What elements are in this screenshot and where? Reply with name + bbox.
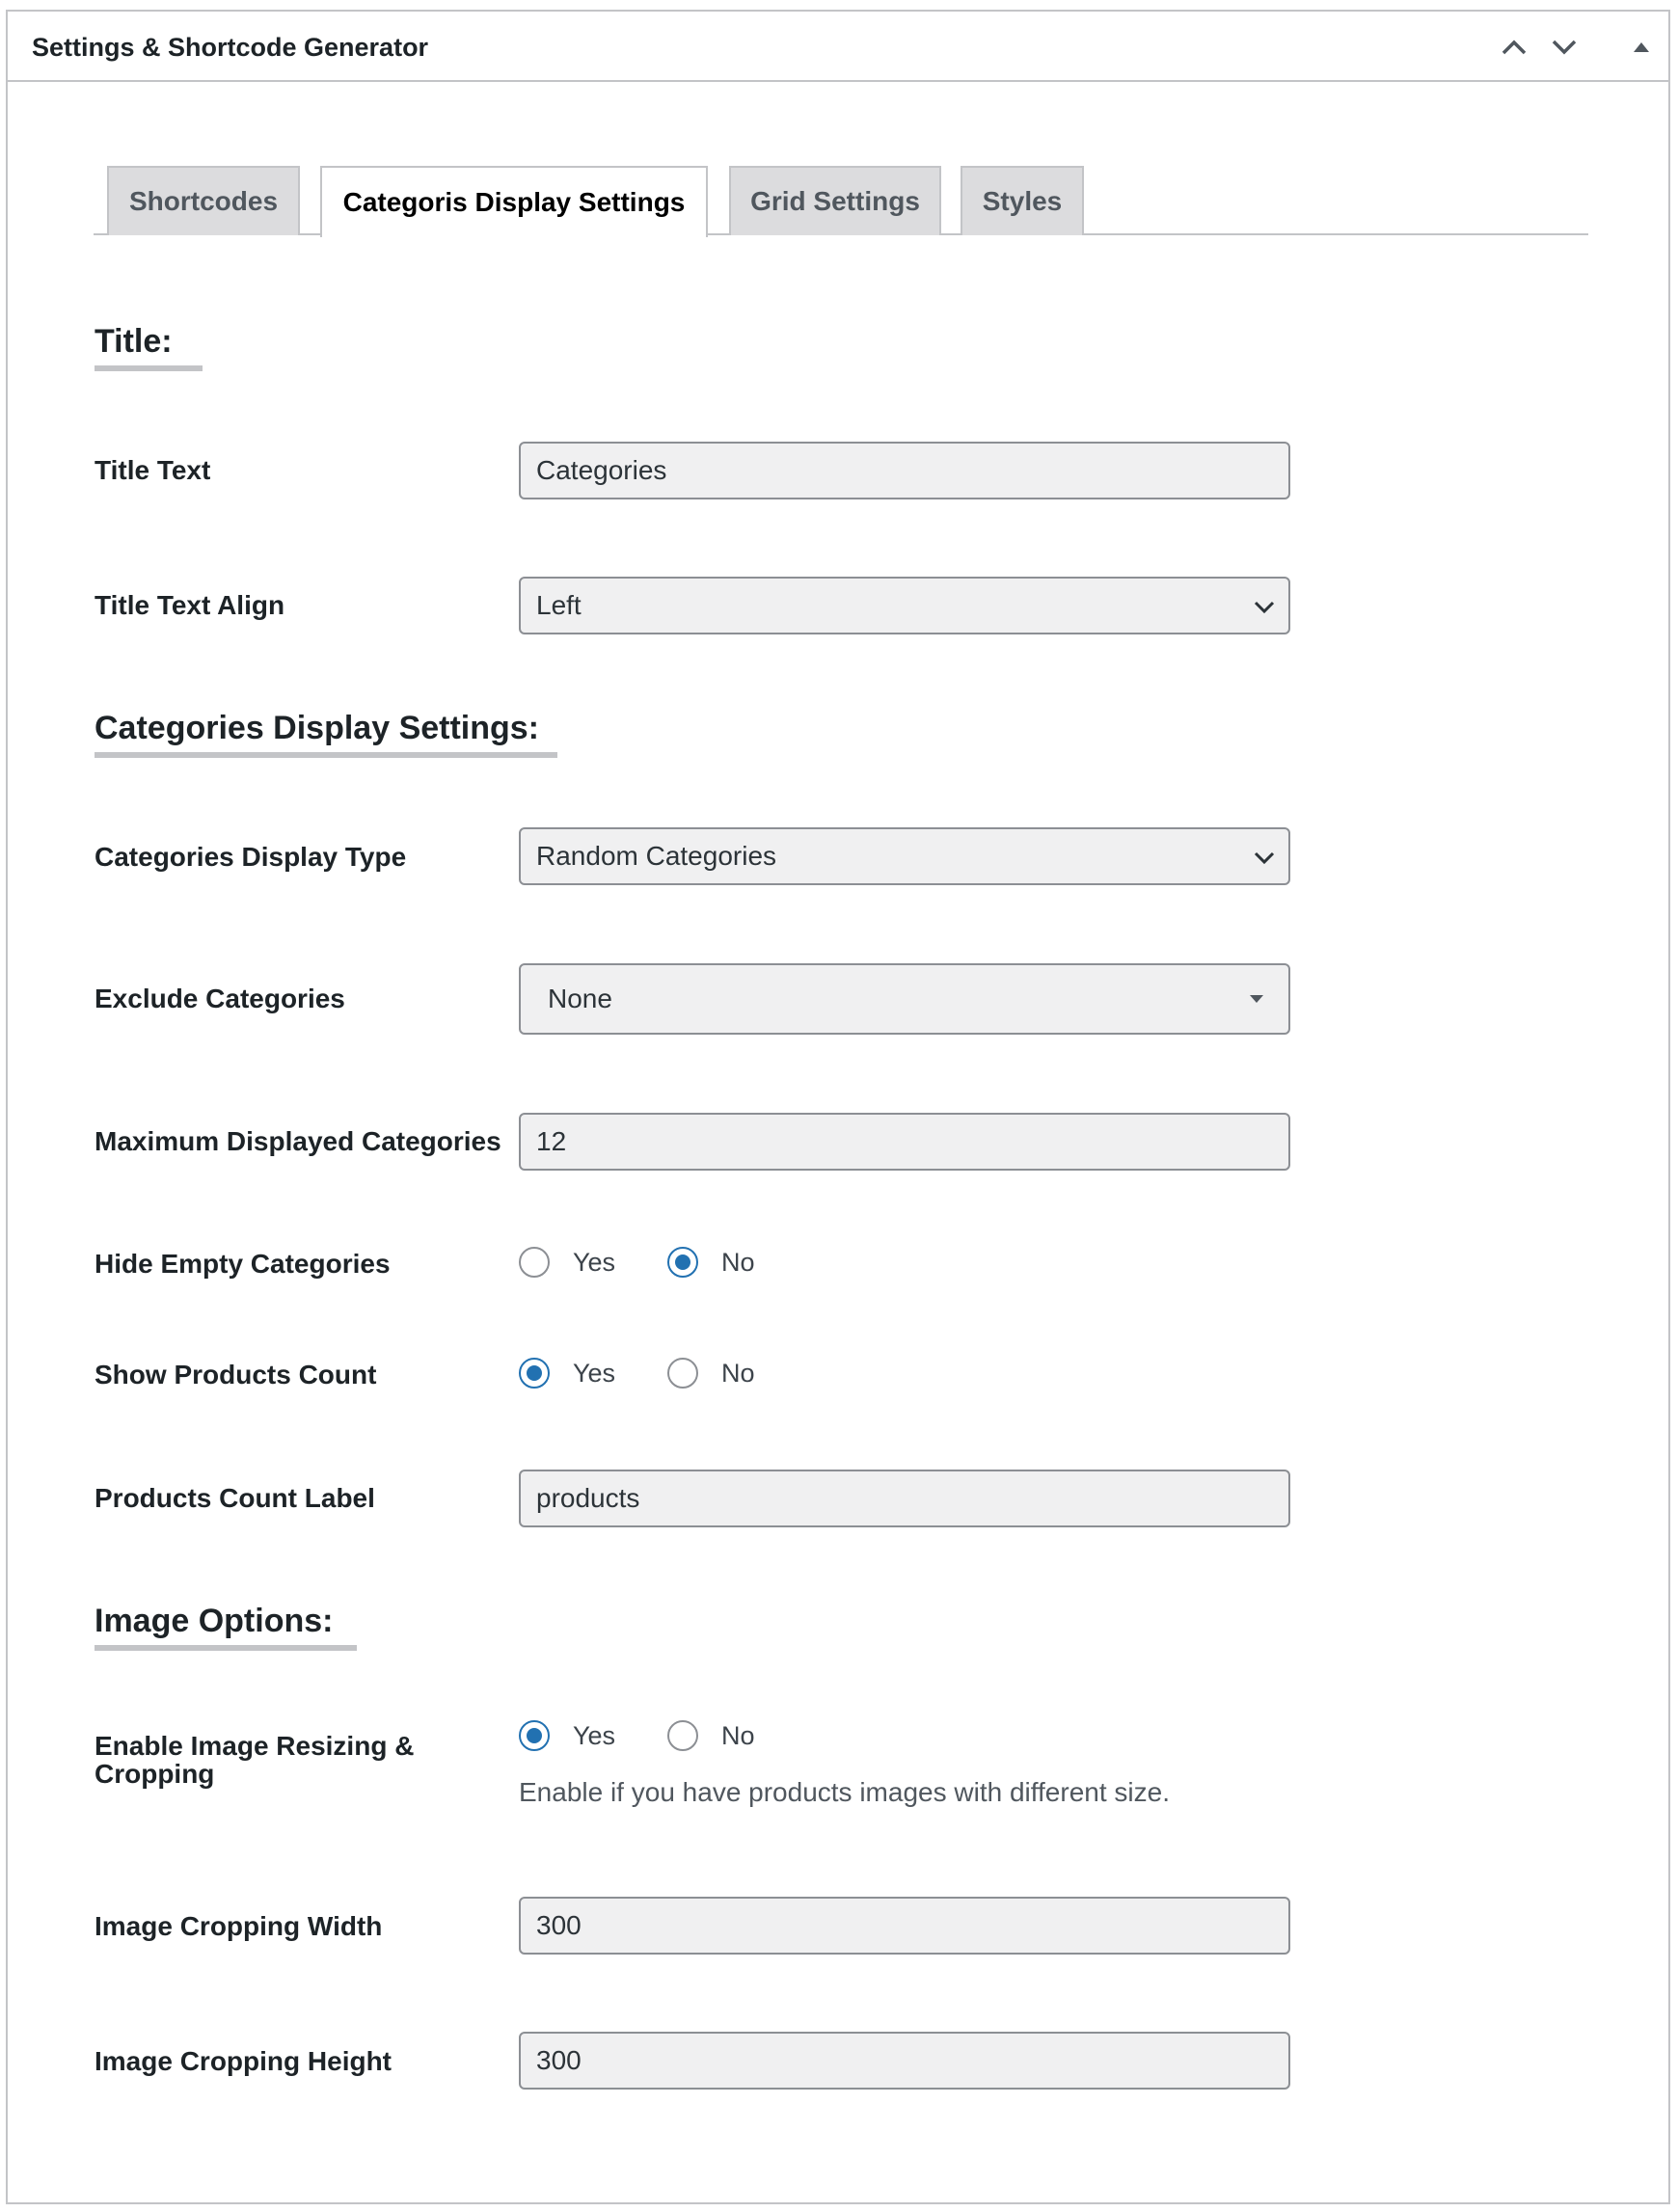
resize-help-text: Enable if you have products images with different size. [519, 1777, 1170, 1807]
chevron-down-icon[interactable] [1546, 29, 1583, 66]
tab-categories-display-settings[interactable]: Categoris Display Settings [320, 166, 708, 237]
count-label-input[interactable]: products [519, 1470, 1290, 1527]
hide-empty-yes-option[interactable] [519, 1247, 615, 1278]
resize-radio-group [519, 1720, 807, 1751]
resize-yes-option[interactable] [519, 1720, 615, 1751]
section-underline [95, 752, 557, 758]
radio-button[interactable] [667, 1247, 698, 1278]
exclude-categories-value: None [548, 984, 612, 1013]
caret-down-icon [1250, 995, 1263, 1003]
chevron-up-icon[interactable] [1496, 29, 1532, 66]
settings-panel [6, 10, 1670, 2204]
radio-button[interactable] [519, 1247, 550, 1278]
resize-label-line1: Enable Image Resizing & [95, 1731, 415, 1761]
display-type-value: Random Categories [536, 841, 777, 871]
count-label-label: Products Count Label [95, 1483, 375, 1513]
tab-grid-settings[interactable]: Grid Settings [729, 166, 941, 235]
title-align-select[interactable] [519, 577, 1290, 634]
radio-label: Yes [573, 1358, 616, 1388]
panel-header [8, 12, 1668, 82]
radio-label: No [721, 1358, 755, 1388]
tab-bar [94, 156, 1588, 235]
show-count-no-option[interactable] [667, 1358, 755, 1389]
crop-width-input[interactable]: 300 [519, 1897, 1290, 1955]
display-type-select[interactable] [519, 827, 1290, 885]
display-type-label: Categories Display Type [95, 842, 407, 872]
triangle-up-icon[interactable] [1623, 29, 1660, 66]
section-heading-display: Categories Display Settings: [95, 710, 540, 746]
radio-button[interactable] [667, 1358, 698, 1389]
hide-empty-no-option[interactable] [667, 1247, 755, 1278]
resize-label [95, 1732, 414, 1788]
section-underline [95, 1645, 357, 1651]
max-displayed-input[interactable]: 12 [519, 1113, 1290, 1171]
section-heading-image: Image Options: [95, 1603, 334, 1639]
title-align-value: Left [536, 590, 582, 620]
resize-label-line2: Cropping [95, 1759, 215, 1789]
hide-empty-radio-group [519, 1247, 807, 1278]
radio-label: Yes [573, 1720, 616, 1750]
radio-label: Yes [573, 1247, 616, 1277]
chevron-down-icon [1254, 841, 1275, 872]
chevron-down-icon [1254, 590, 1275, 621]
tab-styles[interactable]: Styles [961, 166, 1084, 235]
radio-button[interactable] [519, 1358, 550, 1389]
title-align-label: Title Text Align [95, 590, 285, 620]
show-count-radio-group [519, 1358, 807, 1389]
crop-height-input[interactable]: 300 [519, 2032, 1290, 2090]
max-displayed-label: Maximum Displayed Categories [95, 1126, 501, 1156]
crop-width-label: Image Cropping Width [95, 1911, 383, 1941]
exclude-categories-label: Exclude Categories [95, 984, 345, 1013]
hide-empty-label: Hide Empty Categories [95, 1249, 391, 1279]
show-count-label: Show Products Count [95, 1360, 377, 1389]
section-heading-title: Title: [95, 323, 173, 360]
exclude-categories-select[interactable] [519, 963, 1290, 1035]
radio-label: No [721, 1720, 755, 1750]
tab-shortcodes[interactable]: Shortcodes [107, 166, 300, 235]
radio-button[interactable] [667, 1720, 698, 1751]
radio-label: No [721, 1247, 755, 1277]
radio-button[interactable] [519, 1720, 550, 1751]
show-count-yes-option[interactable] [519, 1358, 615, 1389]
panel-title: Settings & Shortcode Generator [32, 33, 429, 62]
title-text-input[interactable]: Categories [519, 442, 1290, 499]
resize-no-option[interactable] [667, 1720, 755, 1751]
crop-height-label: Image Cropping Height [95, 2046, 392, 2076]
title-text-label: Title Text [95, 455, 211, 485]
section-underline [95, 365, 203, 371]
